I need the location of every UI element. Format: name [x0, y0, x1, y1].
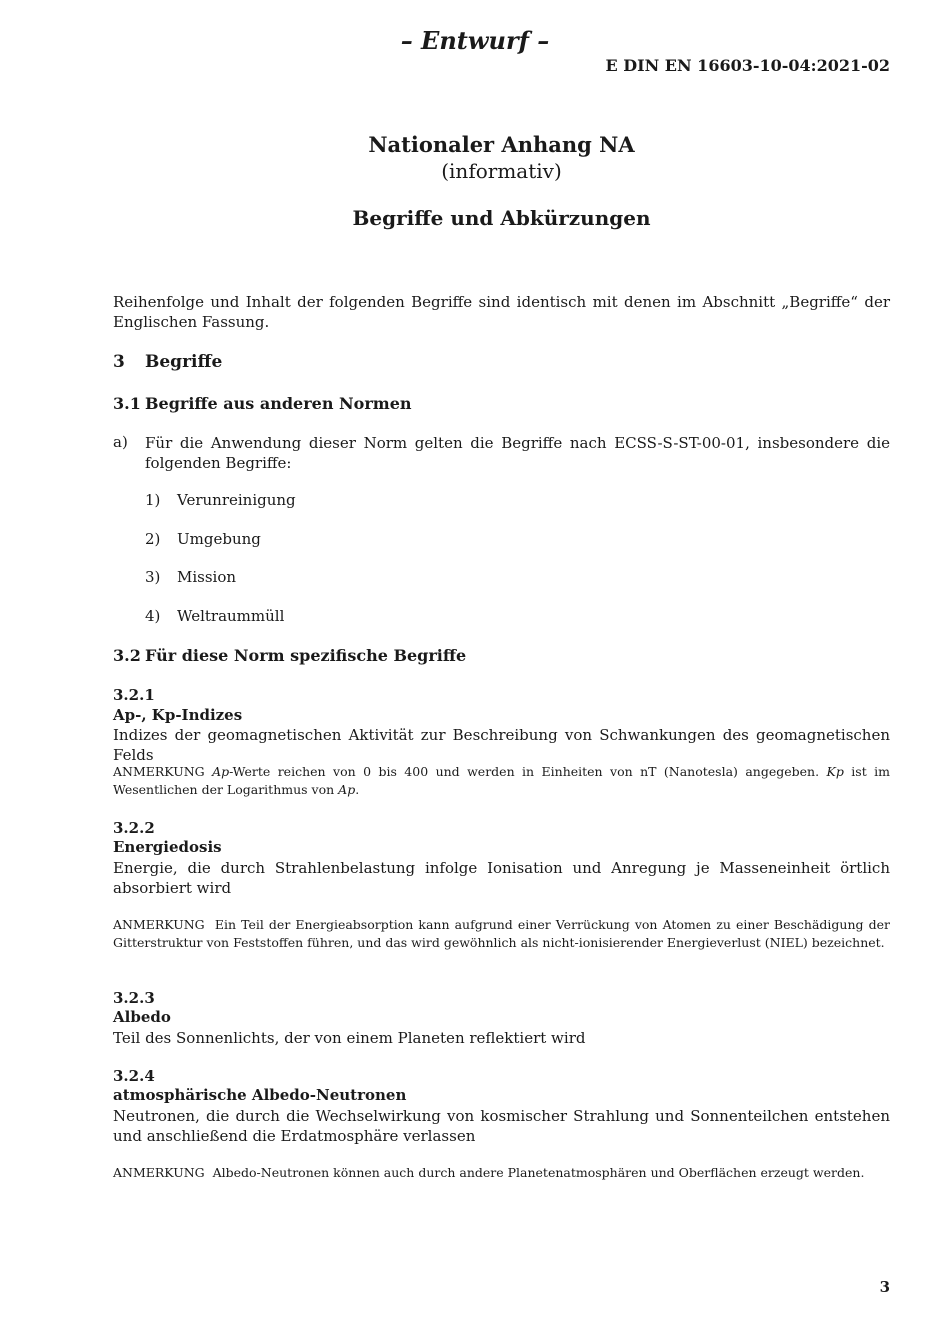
- subitem-label: 1): [145, 491, 161, 509]
- section-3-1-title: Begriffe aus anderen Normen: [145, 394, 412, 413]
- intro-paragraph: Reihenfolge und Inhalt der folgenden Begriffe sind identisch mit denen im Abschnitt „Begriffe“ der Englischen Fassung.: [113, 293, 890, 331]
- subitem-label: 3): [145, 568, 161, 586]
- section-3-2-number: 3.2: [113, 646, 141, 665]
- section-3-1-number: 3.1: [113, 394, 141, 413]
- subitem-text: Weltraummüll: [177, 607, 285, 625]
- note-symbol: Ap: [338, 781, 356, 797]
- subitem-label: 4): [145, 607, 161, 625]
- annex-title: Nationaler Anhang NA: [368, 132, 635, 157]
- section-3-number: 3: [113, 352, 125, 372]
- term-number: 3.2.2: [113, 819, 155, 837]
- note-prefix: ANMERKUNG: [113, 764, 205, 779]
- note-text: ist im Wesentlichen der Logarithmus von: [113, 764, 890, 797]
- term-name: Albedo: [113, 1008, 171, 1026]
- term-name: Energiedosis: [113, 838, 222, 856]
- page-number: 3: [879, 1278, 890, 1296]
- section-3-1-heading: [113, 394, 412, 413]
- subitem-text: Verunreinigung: [177, 491, 296, 509]
- term-number: 3.2.1: [113, 686, 155, 704]
- list-item-a-label: a): [113, 433, 128, 451]
- term-note: [113, 763, 890, 798]
- note-text: Ein Teil der Energieabsorption kann aufgrund einer Verrückung von Atomen zu einer Beschädigung der Gitterstruktur von Feststoffen führen, und das wird gewöhnlich als nicht-ionisierender Energieverlust (NIEL) bezeichnet.: [113, 917, 890, 950]
- note-text: .: [355, 781, 360, 797]
- term-definition: Teil des Sonnenlichts, der von einem Planeten reflektiert wird: [113, 1029, 586, 1047]
- subitem-text: Mission: [177, 568, 237, 586]
- note-prefix: ANMERKUNG: [113, 1165, 205, 1180]
- term-definition: Neutronen, die durch die Wechselwirkung von kosmischer Strahlung und Sonnenteilchen entstehen und anschließend die Erdatmosphäre verlassen: [113, 1107, 890, 1145]
- draft-label: – Entwurf –: [400, 26, 550, 55]
- note-text: -Werte reichen von 0 bis 400 und werden in Einheiten von nT (Nanotesla) angegeben.: [229, 764, 820, 779]
- term-number: 3.2.4: [113, 1067, 155, 1085]
- term-note: [113, 916, 890, 951]
- document-id: E DIN EN 16603-10-04:2021-02: [605, 56, 890, 75]
- term-note: [113, 1164, 890, 1182]
- subitem-label: 2): [145, 530, 161, 548]
- term-definition: Energie, die durch Strahlenbelastung infolge Ionisation und Anregung je Masseneinheit örtlich absorbiert wird: [113, 859, 890, 897]
- annex-heading: Begriffe und Abkürzungen: [352, 206, 651, 230]
- term-number: 3.2.3: [113, 989, 155, 1007]
- section-3-2-title: Für diese Norm spezifische Begriffe: [145, 646, 467, 665]
- term-definition: Indizes der geomagnetischen Aktivität zur Beschreibung von Schwankungen des geomagnetischen Felds: [113, 726, 890, 764]
- section-3-heading: [113, 352, 222, 372]
- note-text: Albedo-Neutronen können auch durch andere Planetenatmosphären und Oberflächen erzeugt werden.: [212, 1165, 865, 1180]
- subitem-text: Umgebung: [177, 530, 261, 548]
- note-symbol: Ap: [212, 764, 230, 779]
- term-name: Ap-, Kp-Indizes: [113, 706, 243, 724]
- annex-subtitle: (informativ): [441, 159, 562, 183]
- list-item-a-text: Für die Anwendung dieser Norm gelten die Begriffe nach ECSS-S-ST-00-01, insbesondere die folgenden Begriffe:: [145, 434, 890, 472]
- section-3-2-heading: [113, 646, 466, 665]
- note-symbol: Kp: [826, 764, 844, 779]
- term-name: atmosphärische Albedo-Neutronen: [113, 1086, 407, 1104]
- note-prefix: ANMERKUNG: [113, 917, 205, 932]
- section-3-title: Begriffe: [145, 352, 223, 372]
